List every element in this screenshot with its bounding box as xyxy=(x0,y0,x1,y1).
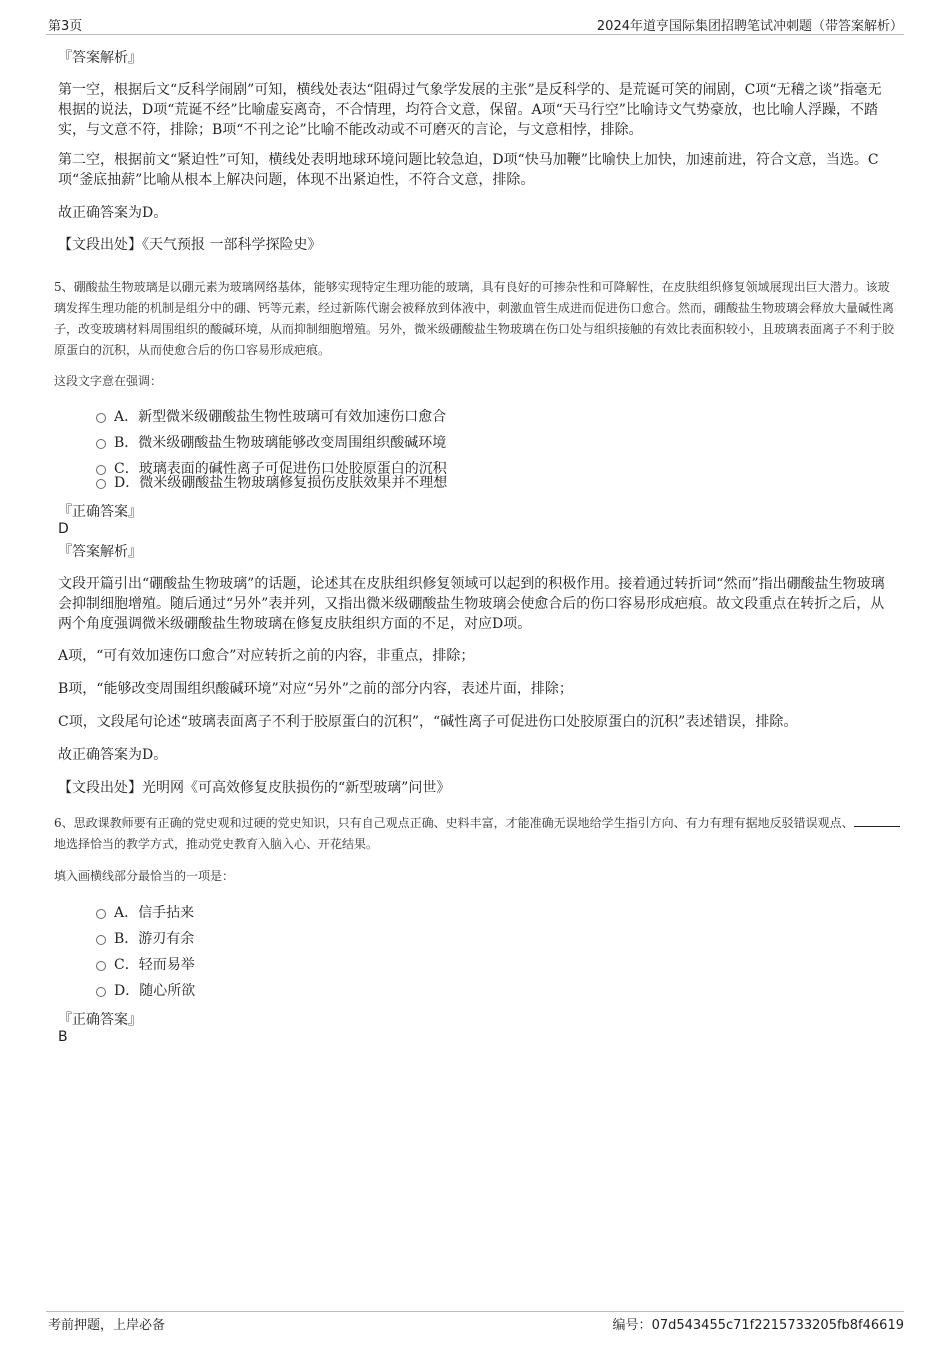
footer-slogan: 考前押题，上岸必备 xyxy=(48,1318,166,1333)
q6-option-d[interactable]: D．随心所欲 xyxy=(96,982,195,1000)
q4-source: 【文段出处】《天气预报 一部科学探险史》 xyxy=(58,237,322,253)
q5-option-d[interactable]: D．微米级硼酸盐生物玻璃修复损伤皮肤效果并不理想 xyxy=(96,474,447,492)
fill-blank xyxy=(854,814,900,827)
radio-icon[interactable] xyxy=(96,987,106,997)
document-title: 2024年道亨国际集团招聘笔试冲刺题（带答案解析） xyxy=(596,19,903,34)
q6-prompt: 填入画横线部分最恰当的一项是： xyxy=(54,869,235,883)
radio-icon[interactable] xyxy=(96,413,106,423)
radio-icon[interactable] xyxy=(96,961,106,971)
document-id: 编号：07d543455c71f2215733205fb8f46619 xyxy=(612,1318,904,1333)
q5-analysis-a: A项，“可有效加速伤口愈合”对应转折之前的内容，非重点，排除； xyxy=(58,648,475,664)
radio-icon[interactable] xyxy=(96,935,106,945)
page-number: 第3页 xyxy=(48,19,83,34)
q4-conclusion: 故正确答案为D。 xyxy=(58,205,168,221)
q6-option-c[interactable]: C．轻而易举 xyxy=(96,956,195,974)
q5-option-c[interactable]: C．玻璃表面的碱性离子可促进伤口处胶原蛋白的沉积 xyxy=(96,460,447,478)
q4-analysis-para2: 第二空，根据前文“紧迫性”可知，横线处表明地球环境问题比较急迫，D项“快马加鞭”比喻快上加快，加速前进，符合文意，当选。C项“釜底抽薪”比喻从根本上解决问题，体现不出紧迫性，不符合文意，排除。 xyxy=(58,152,879,188)
q5-conclusion: 故正确答案为D。 xyxy=(58,747,168,763)
q6-stem: 6、思政课教师要有正确的党史观和过硬的党史知识，只有自己观点正确、史料丰富，才能准确无误地给学生指引方向、有力有理有据地反驳错误观点、地选择恰当的教学方式，推动党史教育入脑入心、开花结果。 xyxy=(54,813,900,855)
q6-option-a[interactable]: A．信手拈来 xyxy=(96,904,194,922)
q6-correct-answer: B xyxy=(58,1029,68,1045)
q5-analysis-label: 『答案解析』 xyxy=(58,544,142,560)
radio-icon[interactable] xyxy=(96,439,106,449)
radio-icon[interactable] xyxy=(96,909,106,919)
q5-correct-label: 『正确答案』 xyxy=(58,504,142,520)
q5-stem: 5、硼酸盐生物玻璃是以硼元素为玻璃网络基体，能够实现特定生理功能的玻璃，具有良好的可掺杂性和可降解性，在皮肤组织修复领域展现出巨大潜力。该玻璃发挥生理功能的机制是组分中的硼、钙等元素，经过新陈代谢会被释放到体液中，刺激血管生成进而促进伤口愈合。然而，硼酸盐生物玻璃会释放大量碱性离子，改变玻璃材料周围组织的酸碱环境，从而抑制细胞增殖。另外，微米级硼酸盐生物玻璃在伤口处与组织接触的有效比表面积较小，且玻璃表面离子不利于胶原蛋白的沉积，从而使愈合后的伤口容易形成疤痕。 xyxy=(54,280,895,357)
q5-analysis-para1: 文段开篇引出“硼酸盐生物玻璃”的话题，论述其在皮肤组织修复领域可以起到的积极作用。接着通过转折词“然而”指出硼酸盐生物玻璃会抑制细胞增殖。随后通过“另外”表并列，又指出微米级硼酸盐生物玻璃会使愈合后的伤口容易形成疤痕。故文段重点在转折之后，从两个角度强调微米级硼酸盐生物玻璃在修复皮肤组织方面的不足，对应D项。 xyxy=(58,576,885,632)
q5-prompt: 这段文字意在强调： xyxy=(54,374,163,388)
q6-correct-label: 『正确答案』 xyxy=(58,1012,142,1028)
q5-option-a[interactable]: A．新型微米级硼酸盐生物性玻璃可有效加速伤口愈合 xyxy=(96,408,446,426)
radio-icon[interactable] xyxy=(96,479,106,489)
q4-analysis-para1: 第一空，根据后文“反科学闹剧”可知，横线处表达“阻碍过气象学发展的主张”是反科学的、是荒诞可笑的闹剧，C项“无稽之谈”指毫无根据的说法，D项“荒诞不经”比喻虚妄离奇，不合情理，均符合文意，保留。A项“天马行空”比喻诗文气势豪放，也比喻人浮躁，不踏实，与文意不符，排除；B项“不刊之论”比喻不能改动或不可磨灭的言论，与文意相悖，排除。 xyxy=(58,82,882,138)
q6-option-b[interactable]: B．游刃有余 xyxy=(96,930,194,948)
footer-divider xyxy=(46,1311,904,1312)
q5-analysis-b: B项，“能够改变周围组织酸碱环境”对应“另外”之前的部分内容，表述片面，排除； xyxy=(58,681,573,697)
q5-analysis-c: C项，文段尾句论述“玻璃表面离子不利于胶原蛋白的沉积”，“碱性离子可促进伤口处胶原蛋白的沉积”表述错误，排除。 xyxy=(58,714,798,730)
header-divider xyxy=(46,34,904,35)
q5-source: 【文段出处】光明网《可高效修复皮肤损伤的“新型玻璃”问世》 xyxy=(58,780,451,796)
q4-analysis-label: 『答案解析』 xyxy=(58,50,142,66)
q5-correct-answer: D xyxy=(58,521,69,537)
q5-option-b[interactable]: B．微米级硼酸盐生物玻璃能够改变周围组织酸碱环境 xyxy=(96,434,446,452)
